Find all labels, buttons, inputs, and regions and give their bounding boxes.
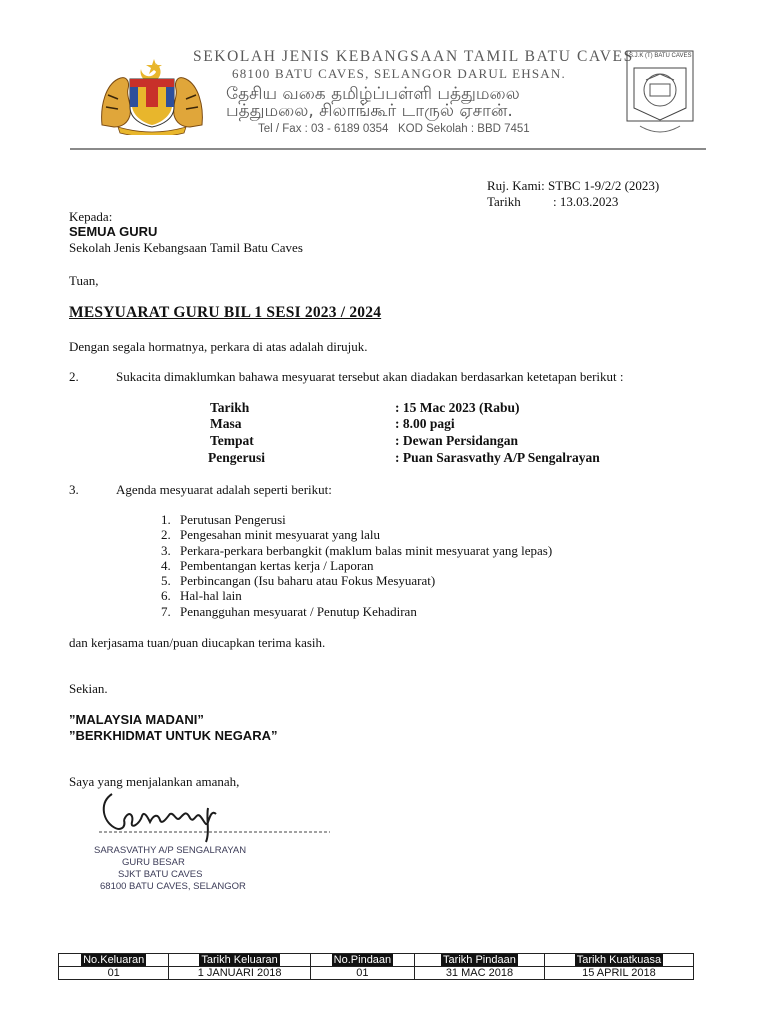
agenda-item-number: 5. bbox=[161, 573, 171, 589]
header-tarikh-keluaran: Tarikh Keluaran bbox=[169, 954, 310, 967]
kod-sekolah: KOD Sekolah : BBD 7451 bbox=[398, 123, 530, 135]
letterhead-divider bbox=[70, 148, 706, 150]
malaysia-coat-of-arms-logo bbox=[96, 55, 208, 135]
agenda-item-text: Pembentangan kertas kerja / Laporan bbox=[180, 557, 374, 573]
contact-line bbox=[258, 123, 530, 135]
detail-label-masa: Masa bbox=[210, 416, 242, 431]
para3-text: Agenda mesyuarat adalah seperti berikut: bbox=[116, 482, 332, 497]
detail-value-masa: : 8.00 pagi bbox=[395, 416, 455, 431]
cell-tarikh-keluaran: 1 JANUARI 2018 bbox=[169, 967, 310, 980]
recipient-school: Sekolah Jenis Kebangsaan Tamil Batu Caves bbox=[69, 240, 303, 255]
school-logo bbox=[626, 50, 694, 142]
stamp-address: 68100 BATU CAVES, SELANGOR bbox=[100, 881, 246, 892]
agenda-item bbox=[161, 573, 552, 588]
agenda-item bbox=[161, 512, 552, 527]
handwritten-signature bbox=[98, 788, 334, 848]
cell-tarikh-kuatkuasa: 15 APRIL 2018 bbox=[544, 967, 693, 980]
reference-row bbox=[487, 178, 659, 194]
detail-label-tempat: Tempat bbox=[210, 433, 254, 448]
table-header-row bbox=[59, 954, 694, 967]
kepada-label: Kepada: bbox=[69, 209, 113, 224]
detail-label-pengerusi: Pengerusi bbox=[208, 450, 265, 465]
agenda-item-number: 4. bbox=[161, 557, 171, 573]
tarikh-label: Tarikh bbox=[487, 194, 521, 209]
document-control-table bbox=[58, 953, 694, 980]
agenda-item bbox=[161, 527, 552, 542]
recipient-name: SEMUA GURU bbox=[69, 224, 158, 239]
school-address-tamil: பத்துமலை, சிலாங்கூர் டாருல் ஏசான். bbox=[226, 101, 513, 121]
sekian: Sekian. bbox=[69, 681, 108, 696]
para2-number: 2. bbox=[69, 369, 79, 384]
school-name: SEKOLAH JENIS KEBANGSAAN TAMIL BATU CAVES bbox=[193, 48, 634, 65]
intro-paragraph: Dengan segala hormatnya, perkara di atas adalah dirujuk. bbox=[69, 339, 368, 354]
agenda-item bbox=[161, 604, 552, 619]
cell-tarikh-pindaan: 31 MAC 2018 bbox=[415, 967, 545, 980]
official-stamp bbox=[94, 845, 254, 893]
school-name-tamil: தேசிய வகை தமிழ்ப்பள்ளி பத்துமலை bbox=[226, 84, 520, 104]
ruj-value: STBC 1-9/2/2 (2023) bbox=[548, 178, 660, 193]
agenda-item-number: 3. bbox=[161, 542, 171, 558]
agenda-item-text: Hal-hal lain bbox=[180, 588, 242, 604]
cell-no-pindaan: 01 bbox=[310, 967, 414, 980]
stamp-name: SARASVATHY A/P SENGALRAYAN bbox=[94, 845, 247, 856]
tel-fax: Tel / Fax : 03 - 6189 0354 bbox=[258, 123, 389, 135]
stamp-school: SJKT BATU CAVES bbox=[118, 869, 203, 880]
date-row bbox=[487, 194, 618, 210]
school-logo-label: S.J.K (T) BATU CAVES bbox=[629, 53, 692, 59]
header-tarikh-kuatkuasa: Tarikh Kuatkuasa bbox=[544, 954, 693, 967]
agenda-item bbox=[161, 588, 552, 603]
slogan-malaysia-madani: ”MALAYSIA MADANI” bbox=[69, 712, 204, 727]
ruj-label: Ruj. Kami: bbox=[487, 178, 545, 193]
para3-number: 3. bbox=[69, 482, 79, 497]
slogan-berkhidmat: ”BERKHIDMAT UNTUK NEGARA” bbox=[69, 728, 278, 743]
detail-value-tempat: : Dewan Persidangan bbox=[395, 433, 519, 448]
header-no-pindaan: No.Pindaan bbox=[310, 954, 414, 967]
agenda-item-number: 7. bbox=[161, 603, 171, 619]
agenda-item-number: 1. bbox=[161, 512, 171, 527]
agenda-item-text: Perkara-perkara berbangkit (maklum balas minit mesyuarat yang lepas) bbox=[180, 542, 553, 558]
agenda-item-number: 6. bbox=[161, 588, 171, 604]
table-row bbox=[59, 967, 694, 980]
tarikh-value: : 13.03.2023 bbox=[553, 194, 619, 209]
agenda-list bbox=[161, 512, 552, 619]
cell-no-keluaran: 01 bbox=[59, 967, 169, 980]
salutation: Tuan, bbox=[69, 273, 99, 288]
header-no-keluaran: No.Keluaran bbox=[59, 954, 169, 967]
para2-text: Sukacita dimaklumkan bahawa mesyuarat tersebut akan diadakan berdasarkan ketetapan berikut : bbox=[116, 369, 624, 384]
detail-value-pengerusi: : Puan Sarasvathy A/P Sengalrayan bbox=[395, 450, 600, 465]
agenda-item bbox=[161, 558, 552, 573]
closing-line: dan kerjasama tuan/puan diucapkan terima kasih. bbox=[69, 635, 326, 650]
agenda-item-text: Pengesahan minit mesyuarat yang lalu bbox=[180, 527, 381, 543]
agenda-item bbox=[161, 543, 552, 558]
agenda-item-text: Perbincangan (Isu baharu atau Fokus Mesyuarat) bbox=[180, 573, 436, 589]
detail-label-tarikh: Tarikh bbox=[210, 400, 250, 415]
agenda-item-text: Perutusan Pengerusi bbox=[180, 512, 286, 527]
agenda-item-text: Penangguhan mesyuarat / Penutup Kehadiran bbox=[180, 603, 417, 619]
detail-value-tarikh: : 15 Mac 2023 (Rabu) bbox=[395, 400, 520, 415]
amanah-line: Saya yang menjalankan amanah, bbox=[69, 774, 240, 789]
agenda-item-number: 2. bbox=[161, 527, 171, 543]
school-address: 68100 BATU CAVES, SELANGOR DARUL EHSAN. bbox=[232, 66, 566, 81]
header-tarikh-pindaan: Tarikh Pindaan bbox=[415, 954, 545, 967]
stamp-title: GURU BESAR bbox=[122, 857, 185, 868]
letter-title: MESYUARAT GURU BIL 1 SESI 2023 / 2024 bbox=[69, 304, 382, 321]
